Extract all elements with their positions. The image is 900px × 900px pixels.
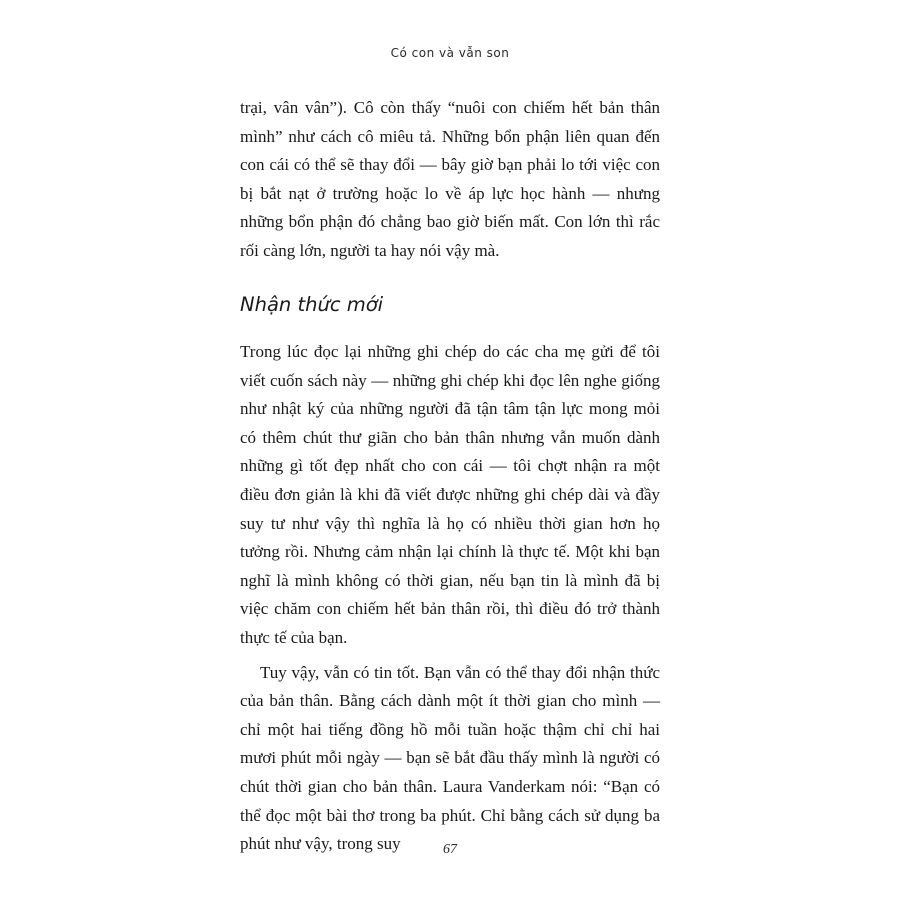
body-paragraph-1: Trong lúc đọc lại những ghi chép do các cha mẹ gửi để tôi viết cuốn sách này — những ghi chép khi đọc lên nghe giống như nhật ký của những người đã tận tâm tận lực mong mỏi có thêm chút thư giãn cho bản thân nhưng vẫn muốn dành những gì tốt đẹp nhất cho con cái — tôi chợt nhận ra một điều đơn giản là khi đã viết được những ghi chép dài và đầy suy tư như vậy thì nghĩa là họ có nhiều thời gian hơn họ tưởng rồi. Nhưng cảm nhận lại chính là thực tế. Một khi bạn nghĩ là mình không có thời gian, nếu bạn tin là mình đã bị việc chăm con chiếm hết bản thân rồi, thì điều đó trở thành thực tế của bạn. [240, 342, 660, 647]
continued-text-block [240, 94, 660, 266]
section-heading: Nhận thức mới [240, 293, 384, 316]
body-paragraph-2: Tuy vậy, vẫn có tin tốt. Bạn vẫn có thể thay đổi nhận thức của bản thân. Bằng cách dành một ít thời gian cho mình — chỉ một hai tiếng đồng hồ mỗi tuần hoặc thậm chỉ chỉ hai mươi phút mỗi ngày — bạn sẽ bắt đầu thấy mình là người có chút thời gian cho bản thân. Laura Vanderkam nói: “Bạn có thể đọc một bài thơ trong ba phút. Chỉ bằng cách sử dụng ba phút như vậy, trong suy [240, 662, 660, 854]
section-body [240, 338, 660, 859]
running-header: Có con và vẫn son [390, 46, 510, 60]
page-number: 67 [443, 842, 457, 857]
continued-paragraph: trại, vân vân”). Cô còn thấy “nuôi con chiếm hết bản thân mình” như cách cô miêu tả. Những bổn phận liên quan đến con cái có thể sẽ thay đổi — bây giờ bạn phải lo tới việc con bị bắt nạt ở trường hoặc lo về áp lực học hành — nhưng những bổn phận đó chẳng bao giờ biến mất. Con lớn thì rắc rối càng lớn, người ta hay nói vậy mà. [240, 98, 660, 260]
